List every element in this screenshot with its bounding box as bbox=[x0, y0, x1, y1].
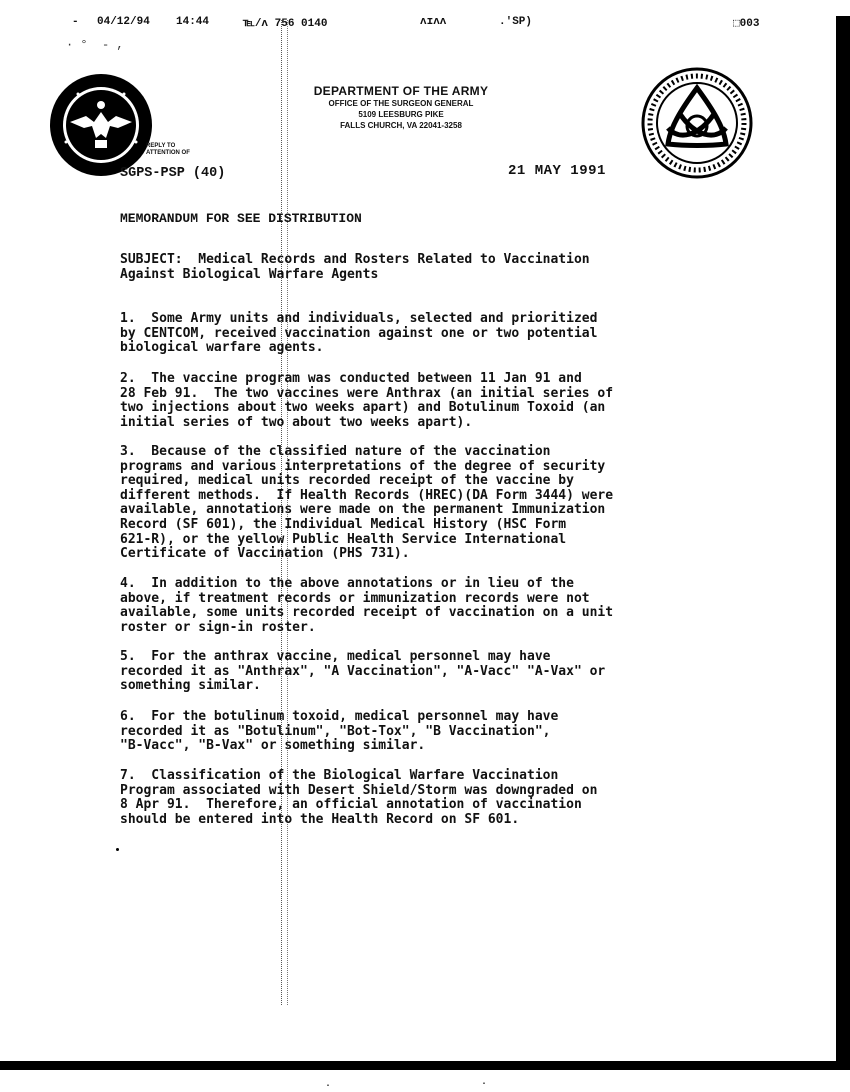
fax-date: 04/12/94 bbox=[97, 16, 150, 28]
memo-for-line: MEMORANDUM FOR SEE DISTRIBUTION bbox=[120, 211, 362, 226]
paragraph-3: 3. Because of the classified nature of the vaccination programs and various interpretations of the degree of security required, medical units recorded receipt of the vaccine by different methods. If Health Records (HREC)(DA Form 3444) were available, annotations were made on the permanent Immunization Record (SF 601), the Individual Medical History (HSC Form 621-R), or the yellow Public Health Service International Certificate of Vaccination (PHS 731). bbox=[120, 444, 614, 562]
scan-right-border bbox=[836, 16, 850, 1062]
reply-to-line1: REPLY TO bbox=[146, 143, 176, 149]
scan-bottom-border bbox=[0, 1061, 850, 1070]
fax-mark: - bbox=[72, 16, 79, 28]
paragraph-7: 7. Classification of the Biological Warfare Vaccination Program associated with Desert Shield/Storm was downgraded on 8 Apr 91. Therefore, an official annotation of vaccination should be entered into the Health Record on SF 601. bbox=[120, 768, 598, 827]
paragraph-1: 1. Some Army units and individuals, selected and prioritized by CENTCOM, received vaccination against one or two potential biological warfare agents. bbox=[120, 311, 598, 356]
scan-bottom-dots: .· bbox=[325, 1079, 638, 1090]
street-address: 5109 LEESBURG PIKE bbox=[358, 110, 444, 119]
office-symbol: SGPS-PSP (40) bbox=[120, 166, 226, 181]
fax-page-number: ⬚003 bbox=[733, 18, 760, 30]
city-address: FALLS CHURCH, VA 22041-3258 bbox=[340, 121, 462, 130]
reply-to-label bbox=[146, 143, 190, 157]
fax-header bbox=[0, 16, 850, 32]
memo-date: 21 MAY 1991 bbox=[508, 163, 606, 179]
paragraph-4: 4. In addition to the above annotations or in lieu of the above, if treatment records or immunization records were not available, some units recorded receipt of vaccination on a unit roster or sign-in roster. bbox=[120, 576, 614, 635]
subject-line: SUBJECT: Medical Records and Rosters Related to Vaccination Against Biological Warfare Agents bbox=[120, 252, 590, 282]
scan-speck bbox=[116, 848, 119, 851]
scan-noise: · ° - , bbox=[66, 38, 124, 52]
office-name: OFFICE OF THE SURGEON GENERAL bbox=[328, 99, 474, 108]
letterhead bbox=[296, 84, 506, 131]
reply-to-line2: ATTENTION OF bbox=[146, 150, 190, 156]
fax-phone: ℡/ʌ 756 0140 bbox=[243, 18, 328, 30]
amedd-crest-icon bbox=[640, 66, 754, 180]
fax-sp: .'SP) bbox=[499, 16, 533, 28]
paragraph-2: 2. The vaccine program was conducted between 11 Jan 91 and 28 Feb 91. The two vaccines were Anthrax (an initial series of two injections about two weeks apart) and Botulinum Toxoid (an initial series of two about two weeks apart). bbox=[120, 371, 614, 430]
army-seal-icon bbox=[48, 72, 154, 178]
department-name: DEPARTMENT OF THE ARMY bbox=[313, 84, 489, 98]
fax-code: ʌɪʌʌ bbox=[420, 16, 447, 28]
paragraph-5: 5. For the anthrax vaccine, medical personnel may have recorded it as "Anthrax", "A Vaccination", "A-Vacc" "A-Vax" or something similar. bbox=[120, 649, 606, 694]
paragraph-6: 6. For the botulinum toxoid, medical personnel may have recorded it as "Botulinum", "Bot-Tox", "B Vaccination", "B-Vacc", "B-Vax" or something similar. bbox=[120, 709, 559, 754]
fax-time: 14:44 bbox=[176, 16, 210, 28]
